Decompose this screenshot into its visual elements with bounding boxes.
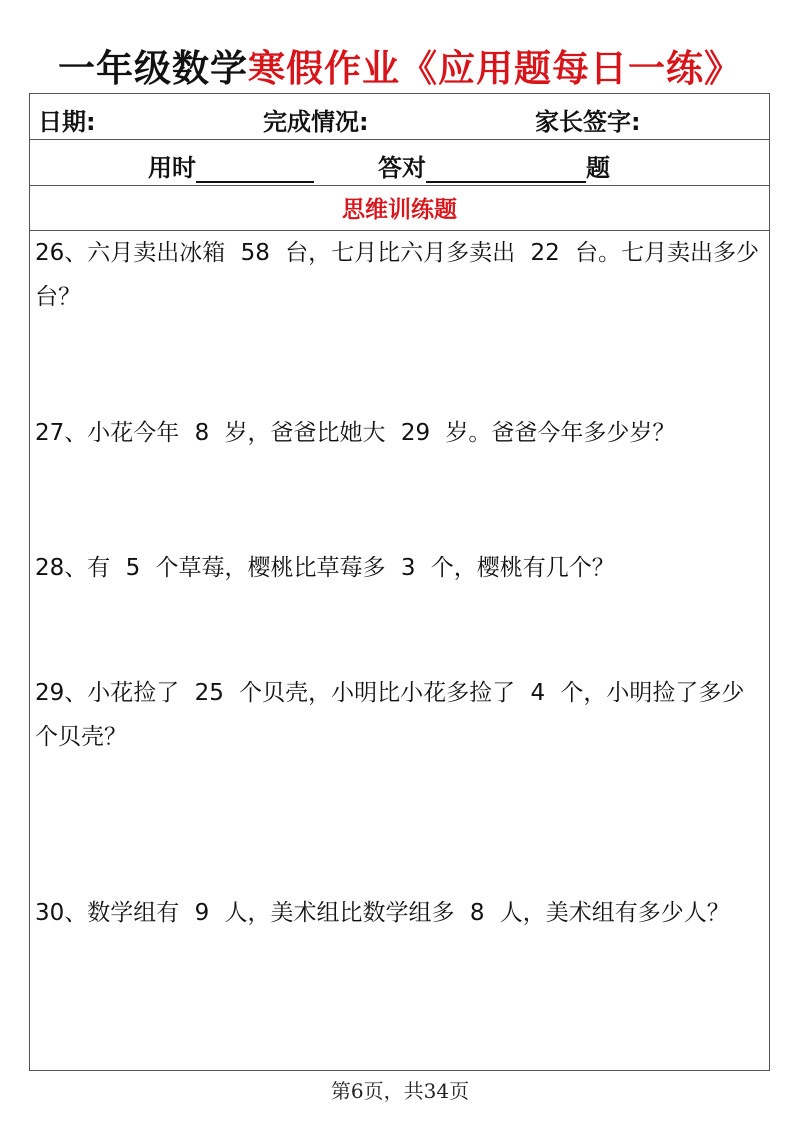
title-homework: 寒假作业《应用题每日一练》 — [248, 47, 742, 90]
question-28: 28、有 5 个草莓，樱桃比草莓多 3 个，樱桃有几个？ — [35, 555, 615, 581]
question-29: 29、小花捡了 25 个贝壳，小明比小花多捡了 4 个，小明捡了多少个贝壳？ — [35, 680, 745, 750]
time-label: 用时 — [148, 154, 196, 182]
section-row — [30, 186, 769, 231]
correct-label: 答对 — [378, 154, 426, 182]
questions-unit: 题 — [586, 154, 610, 182]
page-title — [0, 38, 800, 92]
question-26: 26、六月卖出冰箱 58 台，七月比六月多卖出 22 台。七月卖出多少台？ — [35, 240, 760, 310]
info-row — [30, 94, 769, 140]
signature-label: 家长签字: — [535, 108, 641, 136]
section-title: 思维训练题 — [342, 197, 457, 223]
correct-field — [378, 148, 610, 183]
question-30: 30、数学组有 9 人，美术组比数学组多 8 人，美术组有多少人？ — [35, 900, 730, 926]
title-grade: 一年级数学 — [58, 47, 248, 90]
worksheet — [29, 93, 770, 1071]
question-27: 27、小花今年 8 岁，爸爸比她大 29 岁。爸爸今年多少岁？ — [35, 420, 676, 446]
completion-label: 完成情况: — [263, 108, 369, 136]
page-number: 第6页，共34页 — [330, 1079, 470, 1103]
score-row — [30, 140, 769, 186]
date-label: 日期: — [38, 108, 96, 136]
time-blank[interactable] — [196, 157, 314, 183]
correct-blank[interactable] — [426, 157, 586, 183]
time-field — [148, 148, 314, 183]
